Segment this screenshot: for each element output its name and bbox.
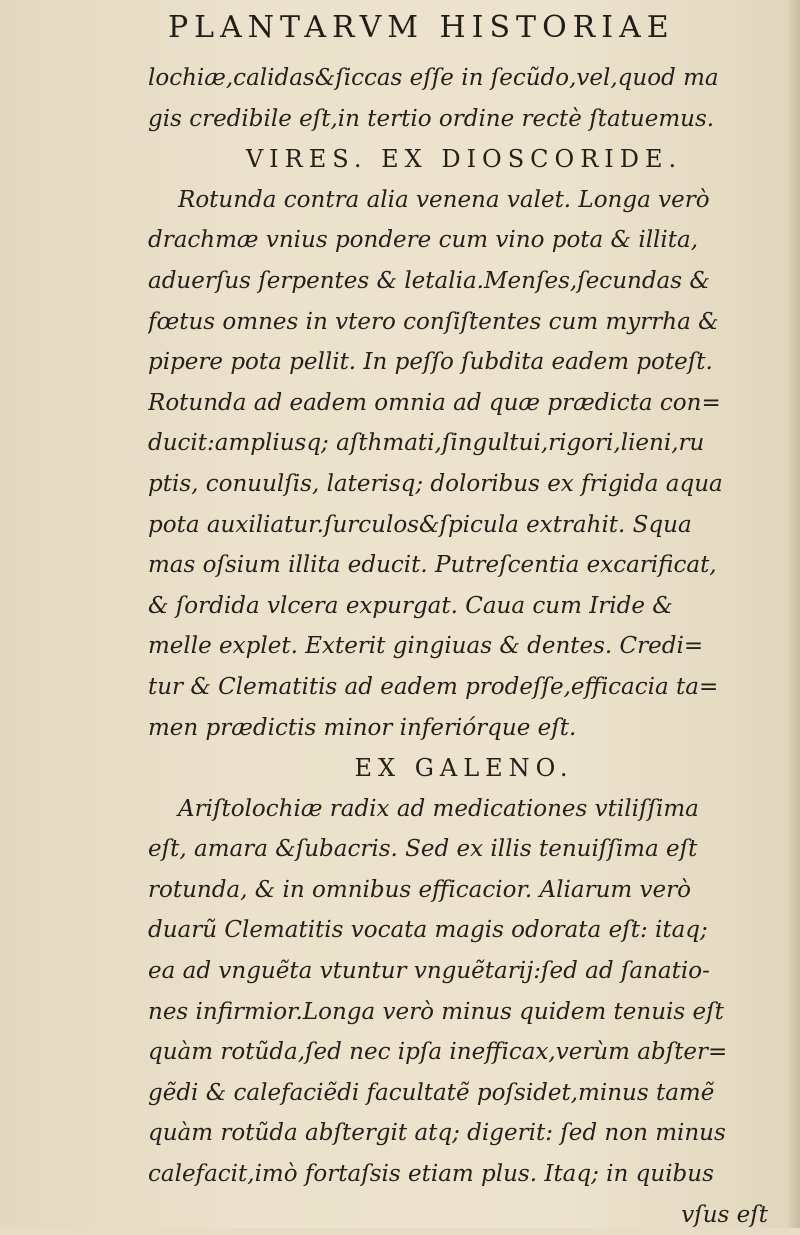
text-line: eſt, amara &ſubacris. Sed ex illis tenuiſſima eſt xyxy=(148,836,698,863)
text-line: ducit:ampliusq; aſthmati,ſingultui,rigori,lieni,ru xyxy=(148,430,705,457)
section-heading: VIRES. EX DIOSCORIDE. xyxy=(245,145,683,174)
text-line: Rotunda ad eadem omnia ad quæ prædicta con= xyxy=(148,389,721,416)
text-line: gẽdi & calefaciẽdi facultatẽ poſsidet,minus tamẽ xyxy=(148,1079,715,1106)
text-line: Ariſtolochiæ radix ad medicationes vtiliſſima xyxy=(178,795,699,822)
text-line: mas oſsium illita educit. Putreſcentia excarificat, xyxy=(148,552,717,579)
text-line: fœtus omnes in vtero conſiſtentes cum myrrha & xyxy=(148,308,719,335)
text-line: ptis, conuulſis, laterisq; doloribus ex frigida aqua xyxy=(148,470,723,497)
text-line: gis credibile eſt,in tertio ordine rectè ſtatuemus. xyxy=(148,105,715,132)
text-line: ea ad vnguẽta vtuntur vnguẽtarij:ſed ad ſanatio- xyxy=(148,958,710,985)
text-line: calefacit,imò fortaſsis etiam plus. Itaq; in quibus xyxy=(148,1161,714,1188)
text-line: lochiæ,calidas&ſiccas eſſe in ſecũdo,vel,quod ma xyxy=(148,65,719,91)
text-block xyxy=(148,58,780,1235)
catchword: vſus eſt xyxy=(681,1201,768,1228)
text-line: melle explet. Exterit gingiuas & dentes. Credi= xyxy=(148,633,704,660)
text-line: pipere pota pellit. In peſſo ſubdita eadem poteſt. xyxy=(148,349,713,376)
section-heading: EX GALENO. xyxy=(354,754,574,783)
text-line: & ſordida vlcera expurgat. Caua cum Iride & xyxy=(148,592,673,619)
text-line: men prædictis minor inferiórque eſt. xyxy=(148,714,577,741)
text-line: rotunda, & in omnibus efficacior. Aliarum verò xyxy=(148,876,691,903)
text-line: Rotunda contra alia venena valet. Longa verò xyxy=(178,186,710,213)
page-edge-shadow xyxy=(786,0,800,1228)
text-line: quàm rotũda,ſed nec ipſa inefficax,verùm abſter= xyxy=(148,1039,728,1066)
text-line: tur & Clematitis ad eadem prodeſſe,efficacia ta= xyxy=(148,673,719,700)
text-line: pota auxiliatur.ſurculos&ſpicula extrahit. Squa xyxy=(148,511,692,538)
text-line: nes infirmior.Longa verò minus quidem tenuis eſt xyxy=(148,998,724,1025)
text-line: aduerſus ſerpentes & letalia.Menſes,ſecundas & xyxy=(148,267,710,294)
text-line: quàm rotũda abſtergit atq; digerit: ſed non minus xyxy=(148,1120,726,1147)
text-line: duarũ Clematitis vocata magis odorata eſt: itaq; xyxy=(148,917,708,944)
running-head: PLANTARVM HISTORIAE xyxy=(168,10,675,45)
text-line: drachmæ vnius pondere cum vino pota & illita, xyxy=(148,227,699,254)
